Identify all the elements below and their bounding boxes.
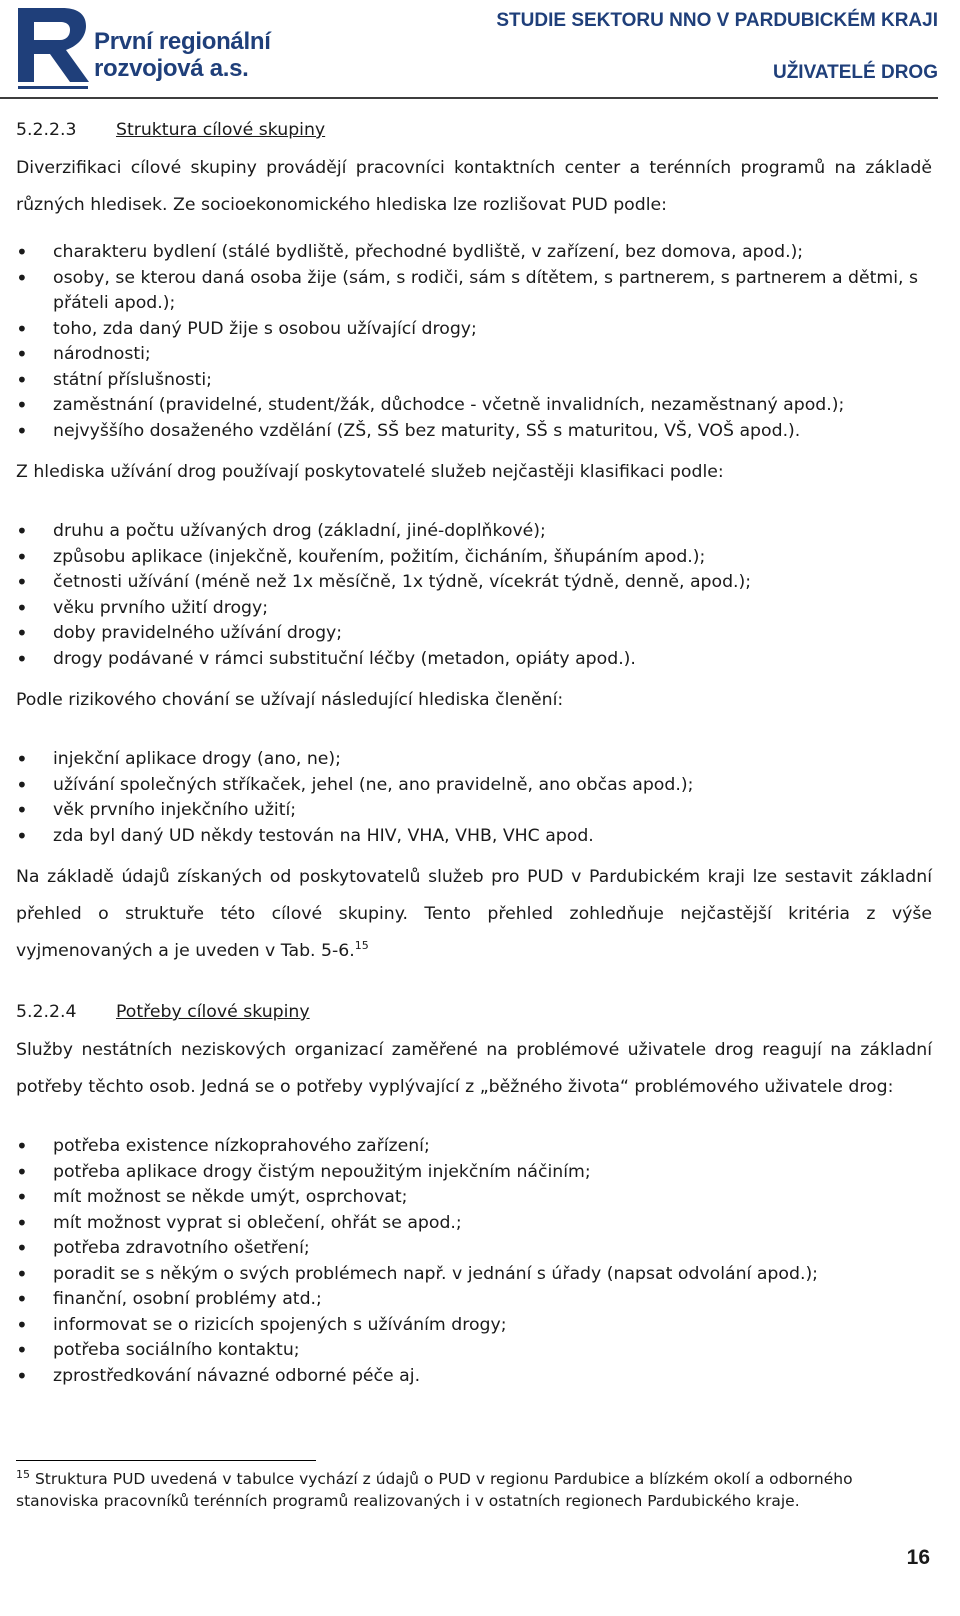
list-item: • doby pravidelného užívání drogy; [16, 621, 932, 647]
page-number: 16 [906, 1546, 930, 1569]
list-item: • užívání společných stříkaček, jehel (ne, ano pravidelně, ano občas apod.); [16, 773, 932, 799]
list-item: • četnosti užívání (méně než 1x měsíčně, 1x týdně, vícekrát týdně, denně, apod.); [16, 570, 932, 596]
list-item: • zprostředkování návazné odborné péče aj. [16, 1364, 932, 1390]
section-title: Potřeby cílové skupiny [116, 1002, 310, 1022]
section-number: 5.2.2.3 [16, 120, 77, 140]
logo-line-1: První regionální [94, 28, 271, 55]
list-item: • toho, zda daný PUD žije s osobou užívající drogy; [16, 317, 932, 343]
list-item: • poradit se s někým o svých problémech např. v jednání s úřady (napsat odvolání apod.); [16, 1262, 932, 1288]
footnote-reference: 15 [354, 939, 369, 953]
list-item: • nejvyššího dosaženého vzdělání (ZŠ, SŠ bez maturity, SŠ s maturitou, VŠ, VOŠ apod.). [16, 419, 932, 445]
document-title: STUDIE SEKTORU NNO V PARDUBICKÉM KRAJI [496, 10, 938, 31]
page-body [16, 112, 932, 1399]
socioeconomic-criteria-list [16, 240, 932, 444]
list-item: • potřeba aplikace drogy čistým nepoužitým injekčním náčiním; [16, 1160, 932, 1186]
list-item: • zda byl daný UD někdy testován na HIV, VHA, VHB, VHC apod. [16, 824, 932, 850]
list-item: • potřeba zdravotního ošetření; [16, 1236, 932, 1262]
needs-list [16, 1134, 932, 1389]
footnote-number: 15 [16, 1467, 30, 1481]
risk-criteria-list [16, 747, 932, 849]
list-item: • potřeba sociálního kontaktu; [16, 1338, 932, 1364]
header-divider [0, 97, 938, 99]
paragraph-intro: Diverzifikaci cílové skupiny provádějí pracovníci kontaktních center a terénních programů na základě různých hledisek. Ze socioekonomického hlediska lze rozlišovat PUD podle: [16, 158, 932, 215]
logo-line-2: rozvojová a.s. [94, 55, 249, 82]
list-item: • drogy podávané v rámci substituční léčby (metadon, opiáty apod.). [16, 647, 932, 673]
page-header [0, 0, 960, 100]
section-title: Struktura cílové skupiny [116, 120, 326, 140]
drug-use-criteria-list [16, 519, 932, 672]
list-item: • věk prvního injekčního užití; [16, 798, 932, 824]
company-logo [14, 2, 284, 92]
section-heading-needs [16, 1002, 932, 1022]
list-item: • zaměstnání (pravidelné, student/žák, důchodce - včetně invalidních, nezaměstnaný apod.); [16, 393, 932, 419]
footnote-divider [16, 1460, 316, 1461]
footnote-text: Struktura PUD uvedená v tabulce vychází z údajů o PUD v regionu Pardubice a blízkém okolí a odborného stanoviska pracovníků terénních programů realizovaných i v ostatních regionech Pardubického kraje. [16, 1470, 853, 1510]
list-item: • finanční, osobní problémy atd.; [16, 1287, 932, 1313]
list-item: • injekční aplikace drogy (ano, ne); [16, 747, 932, 773]
section-heading-structure [16, 120, 932, 140]
overview-text: Na základě údajů získaných od poskytovatelů služeb pro PUD v Pardubickém kraji lze sestavit základní přehled o struktuře této cílové skupiny. Tento přehled zohledňuje nejčastější kritéria z výše vyjmenovaných a je uveden v Tab. 5-6. [16, 867, 932, 961]
paragraph-overview [16, 859, 932, 970]
list-item: • státní příslušnosti; [16, 368, 932, 394]
list-item: • potřeba existence nízkoprahového zařízení; [16, 1134, 932, 1160]
list-item: • mít možnost se někde umýt, osprchovat; [16, 1185, 932, 1211]
footnote [16, 1468, 932, 1512]
list-item: • způsobu aplikace (injekčně, kouřením, požitím, čicháním, šňupáním apod.); [16, 545, 932, 571]
list-item: • informovat se o rizicích spojených s užíváním drogy; [16, 1313, 932, 1339]
paragraph-needs-intro: Služby nestátních neziskových organizací zaměřené na problémové uživatele drog reagují na základní potřeby těchto osob. Jedná se o potřeby vyplývající z „běžného života“ problémového uživatele drog: [16, 1040, 932, 1097]
list-item: • věku prvního užití drogy; [16, 596, 932, 622]
section-number: 5.2.2.4 [16, 1002, 77, 1022]
document-subtitle: UŽIVATELÉ DROG [772, 62, 938, 83]
list-item: • národnosti; [16, 342, 932, 368]
list-item: • druhu a počtu užívaných drog (základní, jiné-doplňkové); [16, 519, 932, 545]
logo-r-mark-icon [14, 2, 94, 92]
list-item: • charakteru bydlení (stálé bydliště, přechodné bydliště, v zařízení, bez domova, apod.); [16, 240, 932, 266]
list-item: • mít možnost vyprat si oblečení, ohřát se apod.; [16, 1211, 932, 1237]
paragraph-risk-behaviour: Podle rizikového chování se užívají následující hlediska členění: [16, 690, 564, 710]
logo-text [94, 28, 271, 82]
paragraph-drug-use: Z hlediska užívání drog používají poskytovatelé služeb nejčastěji klasifikaci podle: [16, 462, 724, 482]
list-item: • osoby, se kterou daná osoba žije (sám, s rodiči, sám s dítětem, s partnerem, s partnerem a dětmi, s přáteli apod.); [16, 266, 932, 317]
